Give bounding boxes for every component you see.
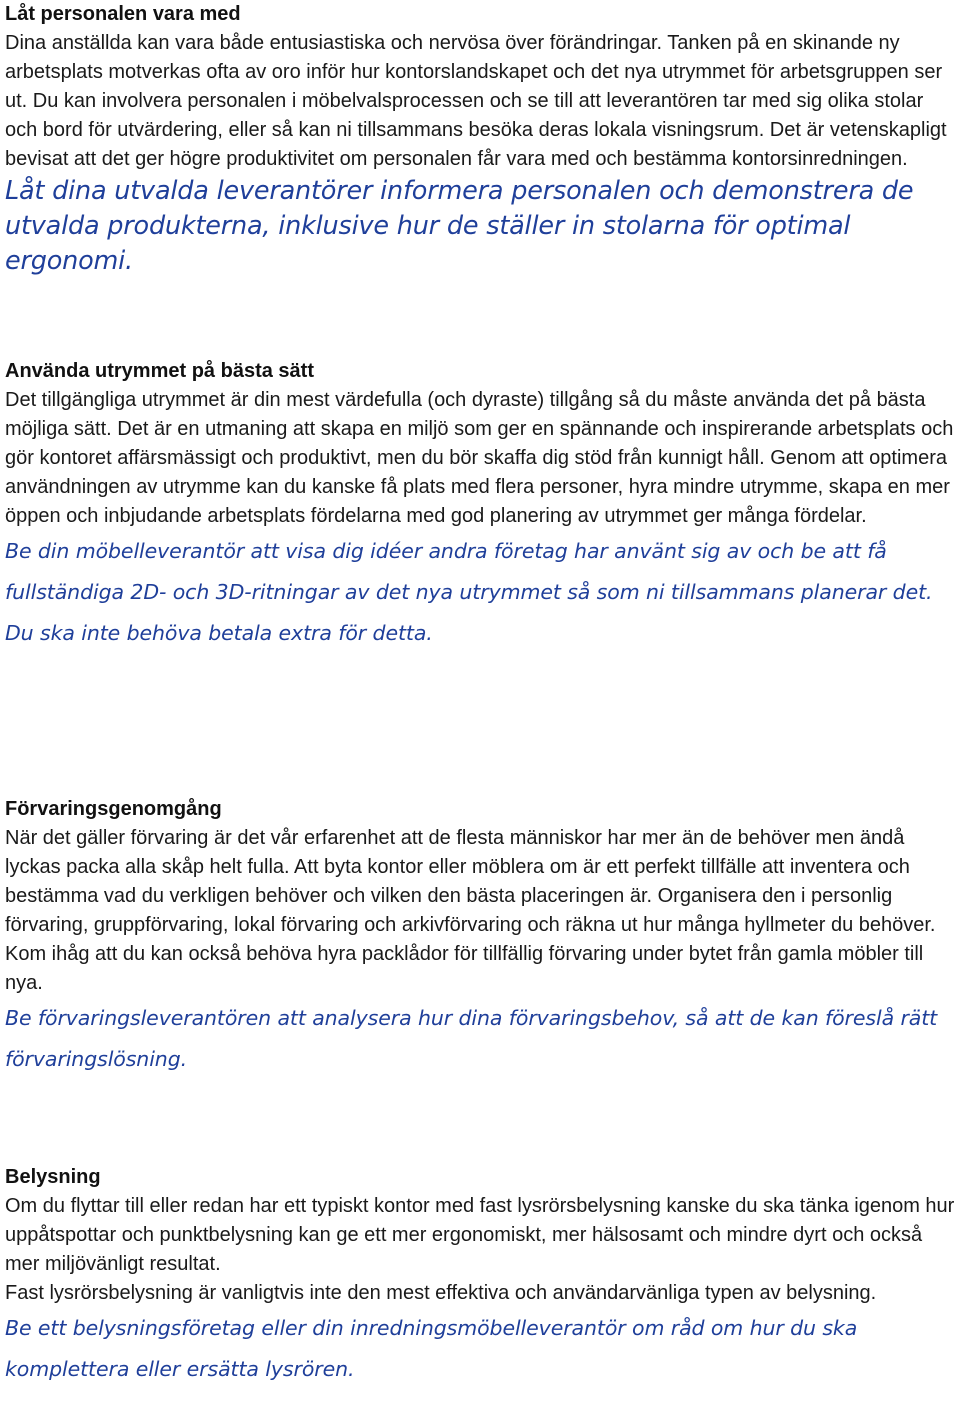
section-body: Dina anställda kan vara både entusiastiska och nervösa över förändringar. Tanken på en skinande ny arbetsplats motverkas ofta av oro inför hur kontorslandskapet och det nya utrymmet för arbetsgruppen ser ut. Du kan involvera personalen i möbelvalsprocessen och se till att leverantören tar med sig olika stolar och bord för utvärdering, eller så kan ni tillsammans besöka deras lokala visningsrum. Det är vetenskapligt bevisat att det ger högre produktivitet om personalen får vara med och bestämma kontorsinredningen. <box>5 32 947 170</box>
section-callout: Be din möbelleverantör att visa dig idéer andra företag har använt sig av och be att få fullständiga 2D- och 3D-ritningar av det nya utrymmet så som ni tillsammans planerar det. Du ska inte behöva betala extra för detta. <box>5 539 933 645</box>
section-body: När det gäller förvaring är det vår erfarenhet att de flesta människor har mer än de behöver men ändå lyckas packa alla skåp helt fulla. Att byta kontor eller möblera om är ett perfekt tillfälle att inventera och bestämma vad du verkligen behöver och vilken den bästa placeringen är. Organisera den i personlig förvaring, gruppförvaring, lokal förvaring och arkivförvaring och räkna ut hur många hyllmeter du behöver. Kom ihåg att du kan också behöva hyra packlådor för tillfällig förvaring under bytet från gamla möbler till nya. <box>5 827 936 994</box>
section-heading: Låt personalen vara med <box>5 3 241 25</box>
section-callout: Låt dina utvalda leverantörer informera personalen och demonstrera de utvalda produkterna, inklusive hur de ställer in stolarna för optimal ergonomi. <box>5 176 914 276</box>
section-body: Det tillgängliga utrymmet är din mest värdefulla (och dyraste) tillgång så du måste använda det på bästa möjliga sätt. Det är en utmaning att skapa en miljö som ger en spännande och inspirerande arbetsplats och gör kontoret affärsmässigt och produktivt, men du bör skaffa dig stöd från kunnigt håll. Genom att optimera användningen av utrymme kan du kanske få plats med flera personer, hyra mindre utrymme, skapa en mer öppen och inbjudande arbetsplats fördelarna med god planering av utrymmet ger många fördelar. <box>5 389 954 527</box>
section-heading: Använda utrymmet på bästa sätt <box>5 360 314 382</box>
section-body: Om du flyttar till eller redan har ett typiskt kontor med fast lysrörsbelysning kanske du ska tänka igenom hur uppåtspottar och punktbelysning kan ge ett mer ergonomiskt, mer hälsosamt och mindre dyrt och också mer miljövänligt resultat. <box>5 1195 955 1275</box>
section-heading: Belysning <box>5 1166 101 1188</box>
section-storage-review <box>5 795 955 1080</box>
section-lighting <box>5 1163 955 1390</box>
section-staff-involvement <box>5 0 955 279</box>
section-callout: Be förvaringsleverantören att analysera hur dina förvaringsbehov, så att de kan föreslå rätt förvaringslösning. <box>5 1006 938 1071</box>
section-heading: Förvaringsgenomgång <box>5 798 222 820</box>
section-callout: Be ett belysningsföretag eller din inredningsmöbelleverantör om råd om hur du ska komplettera eller ersätta lysrören. <box>5 1316 858 1381</box>
section-space-usage <box>5 357 955 654</box>
section-body-secondary: Fast lysrörsbelysning är vanligtvis inte den mest effektiva och användarvänliga typen av belysning. <box>5 1282 877 1304</box>
